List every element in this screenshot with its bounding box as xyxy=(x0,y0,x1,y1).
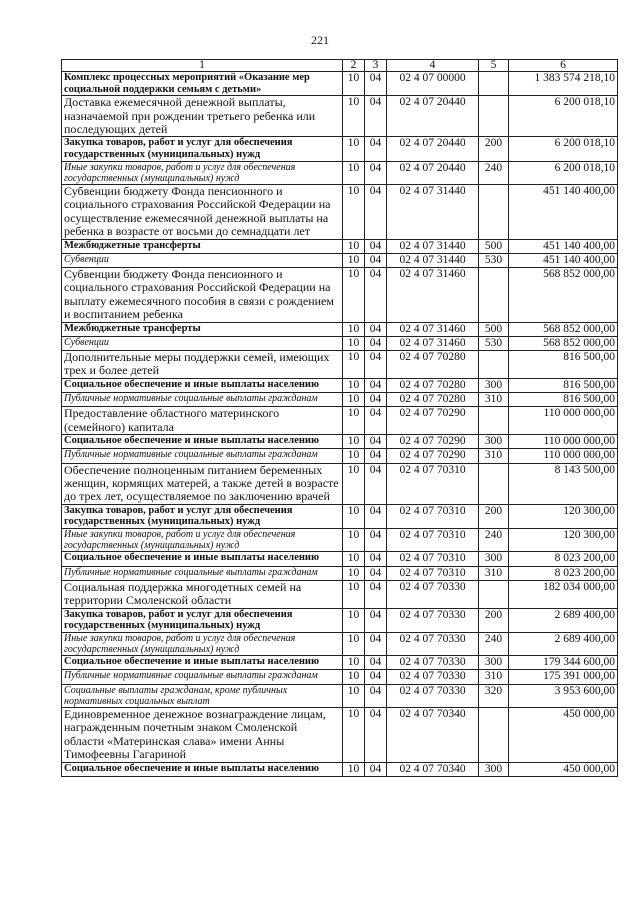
row-target-article: 02 4 07 70310 xyxy=(387,463,479,504)
table-row xyxy=(62,185,618,240)
row-section: 10 xyxy=(343,72,365,96)
row-amount: 816 500,00 xyxy=(509,378,618,392)
header-col-4: 4 xyxy=(387,60,479,72)
row-section: 10 xyxy=(343,322,365,336)
row-section: 10 xyxy=(343,463,365,504)
row-subsection: 04 xyxy=(365,707,387,762)
row-name: Социальное обеспечение и иные выплаты населению xyxy=(62,435,343,449)
row-section: 10 xyxy=(343,239,365,253)
row-name: Субвенции xyxy=(62,253,343,267)
row-target-article: 02 4 07 70310 xyxy=(387,504,479,528)
row-section: 10 xyxy=(343,552,365,566)
table-row xyxy=(62,351,618,379)
row-expense-type xyxy=(479,580,509,608)
row-target-article: 02 4 07 00000 xyxy=(387,72,479,96)
header-col-5: 5 xyxy=(479,60,509,72)
row-expense-type: 300 xyxy=(479,552,509,566)
row-name: Межбюджетные трансферты xyxy=(62,322,343,336)
row-target-article: 02 4 07 70290 xyxy=(387,449,479,463)
table-row xyxy=(62,137,618,161)
row-subsection: 04 xyxy=(365,393,387,407)
row-expense-type: 200 xyxy=(479,504,509,528)
table-row xyxy=(62,393,618,407)
row-amount: 6 200 018,10 xyxy=(509,96,618,137)
table-row xyxy=(62,566,618,580)
page-number: 221 xyxy=(311,33,329,47)
row-expense-type: 320 xyxy=(479,684,509,707)
table-row xyxy=(62,656,618,670)
table-row xyxy=(62,504,618,528)
row-name: Доставка ежемесячной денежной выплаты, назначаемой при рождении третьего ребенка или последующих детей xyxy=(62,96,343,137)
row-amount: 450 000,00 xyxy=(509,707,618,762)
row-section: 10 xyxy=(343,336,365,350)
row-section: 10 xyxy=(343,351,365,379)
row-target-article: 02 4 07 70340 xyxy=(387,707,479,762)
row-name: Комплекс процессных мероприятий «Оказание мер социальной поддержки семьям с детьми» xyxy=(62,72,343,96)
row-section: 10 xyxy=(343,137,365,161)
row-name: Социальное обеспечение и иные выплаты населению xyxy=(62,552,343,566)
header-col-2: 2 xyxy=(343,60,365,72)
row-subsection: 04 xyxy=(365,463,387,504)
table-row xyxy=(62,253,618,267)
row-section: 10 xyxy=(343,161,365,184)
row-name: Публичные нормативные социальные выплаты гражданам xyxy=(62,566,343,580)
row-subsection: 04 xyxy=(365,762,387,776)
row-target-article: 02 4 07 70330 xyxy=(387,608,479,632)
table-row xyxy=(62,528,618,551)
row-name: Иные закупки товаров, работ и услуг для обеспечения государственных (муниципальных) нужд xyxy=(62,161,343,184)
row-section: 10 xyxy=(343,670,365,684)
row-amount: 3 953 600,00 xyxy=(509,684,618,707)
row-section: 10 xyxy=(343,449,365,463)
row-expense-type: 310 xyxy=(479,393,509,407)
row-target-article: 02 4 07 70280 xyxy=(387,351,479,379)
row-target-article: 02 4 07 70290 xyxy=(387,435,479,449)
row-expense-type: 300 xyxy=(479,762,509,776)
row-name: Социальная поддержка многодетных семей на территории Смоленской области xyxy=(62,580,343,608)
row-amount: 451 140 400,00 xyxy=(509,253,618,267)
row-subsection: 04 xyxy=(365,580,387,608)
row-subsection: 04 xyxy=(365,449,387,463)
row-amount: 568 852 000,00 xyxy=(509,322,618,336)
row-name: Субвенции бюджету Фонда пенсионного и социального страхования Российской Федерации на осуществление ежемесячной денежной выплаты на ребенка в возрасте от восьми до семнадцати лет xyxy=(62,185,343,240)
table-body xyxy=(62,72,618,777)
row-amount: 8 023 200,00 xyxy=(509,552,618,566)
budget-table xyxy=(61,59,618,777)
row-section: 10 xyxy=(343,435,365,449)
header-row xyxy=(62,60,618,72)
row-expense-type: 240 xyxy=(479,161,509,184)
table-row xyxy=(62,580,618,608)
row-subsection: 04 xyxy=(365,185,387,240)
row-target-article: 02 4 07 31440 xyxy=(387,239,479,253)
row-amount: 110 000 000,00 xyxy=(509,449,618,463)
row-name: Дополнительные меры поддержки семей, имеющих трех и более детей xyxy=(62,351,343,379)
row-target-article: 02 4 07 70290 xyxy=(387,407,479,435)
row-name: Закупка товаров, работ и услуг для обеспечения государственных (муниципальных) нужд xyxy=(62,504,343,528)
row-subsection: 04 xyxy=(365,137,387,161)
row-expense-type xyxy=(479,407,509,435)
header-col-3: 3 xyxy=(365,60,387,72)
row-expense-type xyxy=(479,72,509,96)
row-expense-type xyxy=(479,707,509,762)
row-subsection: 04 xyxy=(365,253,387,267)
row-name: Иные закупки товаров, работ и услуг для обеспечения государственных (муниципальных) нужд xyxy=(62,528,343,551)
row-section: 10 xyxy=(343,632,365,655)
row-section: 10 xyxy=(343,393,365,407)
table-row xyxy=(62,239,618,253)
row-name: Закупка товаров, работ и услуг для обеспечения государственных (муниципальных) нужд xyxy=(62,608,343,632)
header-col-1: 1 xyxy=(62,60,343,72)
table-row xyxy=(62,378,618,392)
row-subsection: 04 xyxy=(365,566,387,580)
row-name: Социальное обеспечение и иные выплаты населению xyxy=(62,762,343,776)
row-subsection: 04 xyxy=(365,684,387,707)
row-amount: 816 500,00 xyxy=(509,393,618,407)
row-name: Межбюджетные трансферты xyxy=(62,239,343,253)
row-target-article: 02 4 07 70310 xyxy=(387,552,479,566)
row-subsection: 04 xyxy=(365,528,387,551)
row-target-article: 02 4 07 70280 xyxy=(387,393,479,407)
row-name: Субвенции xyxy=(62,336,343,350)
row-section: 10 xyxy=(343,762,365,776)
row-section: 10 xyxy=(343,707,365,762)
row-target-article: 02 4 07 70280 xyxy=(387,378,479,392)
row-subsection: 04 xyxy=(365,161,387,184)
row-amount: 451 140 400,00 xyxy=(509,239,618,253)
row-target-article: 02 4 07 70330 xyxy=(387,670,479,684)
table-row xyxy=(62,322,618,336)
row-amount: 6 200 018,10 xyxy=(509,161,618,184)
row-expense-type: 240 xyxy=(479,632,509,655)
row-amount: 2 689 400,00 xyxy=(509,632,618,655)
row-section: 10 xyxy=(343,504,365,528)
row-expense-type: 310 xyxy=(479,449,509,463)
table-row xyxy=(62,608,618,632)
row-amount: 816 500,00 xyxy=(509,351,618,379)
row-target-article: 02 4 07 70330 xyxy=(387,656,479,670)
row-expense-type: 310 xyxy=(479,566,509,580)
table-row xyxy=(62,762,618,776)
row-section: 10 xyxy=(343,580,365,608)
table-row xyxy=(62,632,618,655)
row-subsection: 04 xyxy=(365,552,387,566)
row-target-article: 02 4 07 20440 xyxy=(387,161,479,184)
table-row xyxy=(62,552,618,566)
row-amount: 568 852 000,00 xyxy=(509,268,618,323)
table-header xyxy=(62,60,618,72)
row-subsection: 04 xyxy=(365,96,387,137)
row-name: Публичные нормативные социальные выплаты гражданам xyxy=(62,670,343,684)
row-subsection: 04 xyxy=(365,656,387,670)
row-expense-type: 530 xyxy=(479,336,509,350)
row-target-article: 02 4 07 31440 xyxy=(387,253,479,267)
row-section: 10 xyxy=(343,656,365,670)
row-expense-type: 200 xyxy=(479,137,509,161)
row-name: Закупка товаров, работ и услуг для обеспечения государственных (муниципальных) нужд xyxy=(62,137,343,161)
row-section: 10 xyxy=(343,268,365,323)
row-expense-type xyxy=(479,96,509,137)
row-expense-type: 300 xyxy=(479,656,509,670)
row-section: 10 xyxy=(343,684,365,707)
row-expense-type xyxy=(479,268,509,323)
row-amount: 110 000 000,00 xyxy=(509,407,618,435)
row-subsection: 04 xyxy=(365,632,387,655)
row-target-article: 02 4 07 70310 xyxy=(387,528,479,551)
row-subsection: 04 xyxy=(365,72,387,96)
row-target-article: 02 4 07 70310 xyxy=(387,566,479,580)
row-target-article: 02 4 07 31440 xyxy=(387,185,479,240)
row-expense-type: 310 xyxy=(479,670,509,684)
table-row xyxy=(62,268,618,323)
row-subsection: 04 xyxy=(365,378,387,392)
table-row xyxy=(62,72,618,96)
table-row xyxy=(62,670,618,684)
row-amount: 568 852 000,00 xyxy=(509,336,618,350)
row-subsection: 04 xyxy=(365,608,387,632)
row-expense-type: 500 xyxy=(479,239,509,253)
table-row xyxy=(62,407,618,435)
row-amount: 6 200 018,10 xyxy=(509,137,618,161)
row-expense-type: 500 xyxy=(479,322,509,336)
row-subsection: 04 xyxy=(365,322,387,336)
row-subsection: 04 xyxy=(365,268,387,323)
row-target-article: 02 4 07 31460 xyxy=(387,336,479,350)
row-expense-type xyxy=(479,185,509,240)
row-target-article: 02 4 07 20440 xyxy=(387,137,479,161)
row-expense-type: 300 xyxy=(479,435,509,449)
row-section: 10 xyxy=(343,253,365,267)
row-subsection: 04 xyxy=(365,435,387,449)
table-row xyxy=(62,336,618,350)
row-subsection: 04 xyxy=(365,670,387,684)
row-section: 10 xyxy=(343,566,365,580)
table-row xyxy=(62,161,618,184)
row-section: 10 xyxy=(343,96,365,137)
row-subsection: 04 xyxy=(365,239,387,253)
row-name: Предоставление областного материнского (семейного) капитала xyxy=(62,407,343,435)
row-expense-type: 530 xyxy=(479,253,509,267)
row-section: 10 xyxy=(343,528,365,551)
table-row xyxy=(62,707,618,762)
row-subsection: 04 xyxy=(365,407,387,435)
row-expense-type xyxy=(479,463,509,504)
row-amount: 179 344 600,00 xyxy=(509,656,618,670)
row-amount: 182 034 000,00 xyxy=(509,580,618,608)
row-target-article: 02 4 07 31460 xyxy=(387,268,479,323)
row-section: 10 xyxy=(343,608,365,632)
table-row xyxy=(62,463,618,504)
row-target-article: 02 4 07 20440 xyxy=(387,96,479,137)
row-name: Иные закупки товаров, работ и услуг для обеспечения государственных (муниципальных) нужд xyxy=(62,632,343,655)
row-subsection: 04 xyxy=(365,504,387,528)
row-expense-type: 200 xyxy=(479,608,509,632)
row-amount: 2 689 400,00 xyxy=(509,608,618,632)
row-amount: 1 383 574 218,10 xyxy=(509,72,618,96)
row-amount: 120 300,00 xyxy=(509,528,618,551)
row-amount: 451 140 400,00 xyxy=(509,185,618,240)
row-target-article: 02 4 07 70340 xyxy=(387,762,479,776)
row-amount: 110 000 000,00 xyxy=(509,435,618,449)
row-target-article: 02 4 07 70330 xyxy=(387,632,479,655)
row-amount: 8 143 500,00 xyxy=(509,463,618,504)
row-section: 10 xyxy=(343,378,365,392)
row-name: Социальное обеспечение и иные выплаты населению xyxy=(62,378,343,392)
row-amount: 8 023 200,00 xyxy=(509,566,618,580)
row-target-article: 02 4 07 31460 xyxy=(387,322,479,336)
table-row xyxy=(62,449,618,463)
row-amount: 175 391 000,00 xyxy=(509,670,618,684)
row-expense-type: 300 xyxy=(479,378,509,392)
row-expense-type: 240 xyxy=(479,528,509,551)
row-subsection: 04 xyxy=(365,351,387,379)
row-name: Единовременное денежное вознаграждение лицам, награжденным почетным знаком Смоленской области «Материнская слава» имени Анны Тимофеевны Гагариной xyxy=(62,707,343,762)
row-target-article: 02 4 07 70330 xyxy=(387,580,479,608)
row-name: Субвенции бюджету Фонда пенсионного и социального страхования Российской Федерации на выплату ежемесячного пособия в связи с рождением и воспитанием ребенка xyxy=(62,268,343,323)
row-name: Обеспечение полноценным питанием беременных женщин, кормящих матерей, а также детей в возрасте до трех лет, осуществляемое по заключению врачей xyxy=(62,463,343,504)
row-section: 10 xyxy=(343,407,365,435)
row-target-article: 02 4 07 70330 xyxy=(387,684,479,707)
row-expense-type xyxy=(479,351,509,379)
table-row xyxy=(62,684,618,707)
row-section: 10 xyxy=(343,185,365,240)
row-name: Социальное обеспечение и иные выплаты населению xyxy=(62,656,343,670)
row-name: Социальные выплаты гражданам, кроме публичных нормативных социальных выплат xyxy=(62,684,343,707)
table-row xyxy=(62,96,618,137)
row-amount: 120 300,00 xyxy=(509,504,618,528)
row-name: Публичные нормативные социальные выплаты гражданам xyxy=(62,393,343,407)
row-subsection: 04 xyxy=(365,336,387,350)
row-name: Публичные нормативные социальные выплаты гражданам xyxy=(62,449,343,463)
header-col-6: 6 xyxy=(509,60,618,72)
table-row xyxy=(62,435,618,449)
row-amount: 450 000,00 xyxy=(509,762,618,776)
